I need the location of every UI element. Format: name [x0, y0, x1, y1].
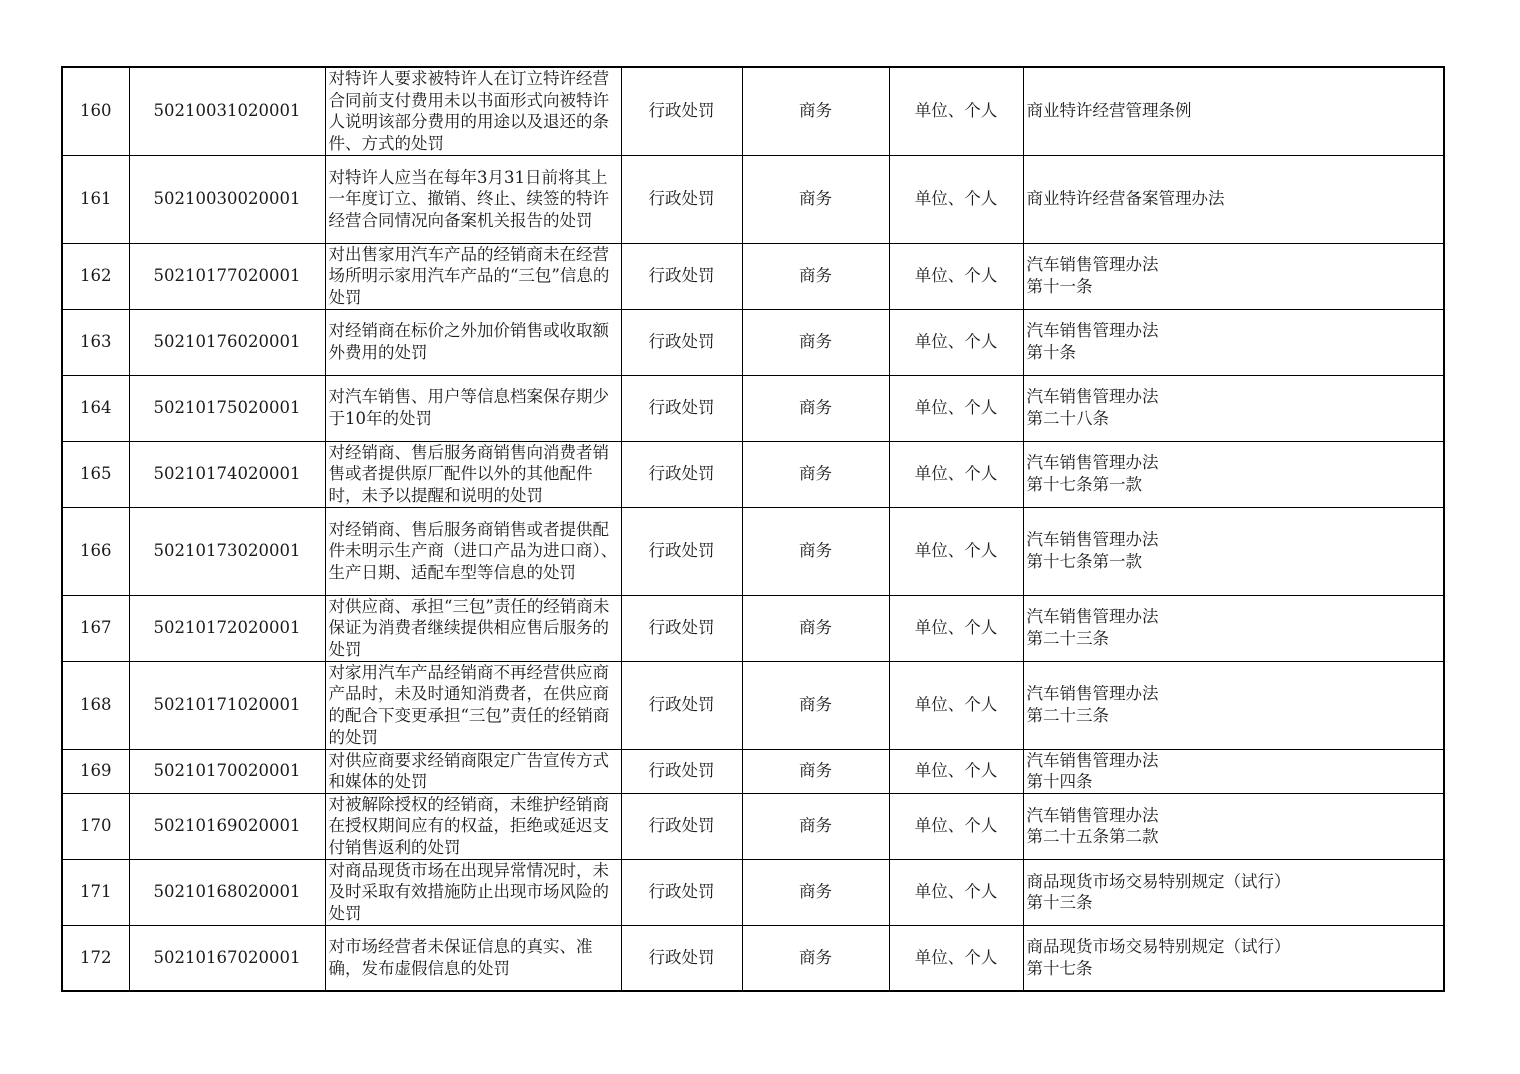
target-party: 单位、个人 [889, 749, 1023, 793]
item-code: 50210177020001 [129, 243, 325, 309]
table-row [62, 309, 1444, 375]
target-party: 单位、个人 [889, 441, 1023, 507]
row-number: 166 [62, 507, 129, 595]
legal-basis: 汽车销售管理办法 第二十八条 [1023, 375, 1444, 441]
item-name: 对特许人应当在每年3月31日前将其上一年度订立、撤销、终止、续签的特许经营合同情况向备案机关报告的处罚 [325, 155, 621, 243]
item-type: 行政处罚 [621, 441, 742, 507]
target-party: 单位、个人 [889, 595, 1023, 661]
item-code: 50210174020001 [129, 441, 325, 507]
table-row [62, 243, 1444, 309]
item-type: 行政处罚 [621, 661, 742, 749]
item-type: 行政处罚 [621, 309, 742, 375]
item-name: 对经销商、售后服务商销售或者提供配件未明示生产商（进口产品为进口商）、生产日期、适配车型等信息的处罚 [325, 507, 621, 595]
row-number: 170 [62, 793, 129, 859]
legal-basis: 汽车销售管理办法 第十七条第一款 [1023, 441, 1444, 507]
department: 商务 [742, 309, 889, 375]
table-row [62, 441, 1444, 507]
item-type: 行政处罚 [621, 595, 742, 661]
department: 商务 [742, 243, 889, 309]
row-number: 165 [62, 441, 129, 507]
legal-basis: 汽车销售管理办法 第十四条 [1023, 749, 1444, 793]
row-number: 172 [62, 925, 129, 991]
item-name: 对经销商、售后服务商销售向消费者销售或者提供原厂配件以外的其他配件时，未予以提醒和说明的处罚 [325, 441, 621, 507]
item-name: 对供应商要求经销商限定广告宣传方式和媒体的处罚 [325, 749, 621, 793]
item-code: 50210175020001 [129, 375, 325, 441]
table-row [62, 595, 1444, 661]
table-row [62, 67, 1444, 155]
table-row [62, 925, 1444, 991]
item-code: 50210167020001 [129, 925, 325, 991]
item-name: 对家用汽车产品经销商不再经营供应商产品时，未及时通知消费者，在供应商的配合下变更承担“三包”责任的经销商的处罚 [325, 661, 621, 749]
item-type: 行政处罚 [621, 507, 742, 595]
item-code: 50210171020001 [129, 661, 325, 749]
item-type: 行政处罚 [621, 155, 742, 243]
legal-basis: 商业特许经营管理条例 [1023, 67, 1444, 155]
table-row [62, 859, 1444, 925]
row-number: 162 [62, 243, 129, 309]
item-name: 对出售家用汽车产品的经销商未在经营场所明示家用汽车产品的“三包”信息的处罚 [325, 243, 621, 309]
item-code: 50210176020001 [129, 309, 325, 375]
item-name: 对经销商在标价之外加价销售或收取额外费用的处罚 [325, 309, 621, 375]
department: 商务 [742, 375, 889, 441]
table-row [62, 375, 1444, 441]
table-row [62, 793, 1444, 859]
table-row [62, 155, 1444, 243]
row-number: 168 [62, 661, 129, 749]
row-number: 163 [62, 309, 129, 375]
target-party: 单位、个人 [889, 375, 1023, 441]
department: 商务 [742, 925, 889, 991]
target-party: 单位、个人 [889, 859, 1023, 925]
legal-basis: 汽车销售管理办法 第二十三条 [1023, 595, 1444, 661]
target-party: 单位、个人 [889, 243, 1023, 309]
department: 商务 [742, 67, 889, 155]
item-type: 行政处罚 [621, 793, 742, 859]
item-type: 行政处罚 [621, 243, 742, 309]
item-name: 对特许人要求被特许人在订立特许经营合同前支付费用未以书面形式向被特许人说明该部分费用的用途以及退还的条件、方式的处罚 [325, 67, 621, 155]
department: 商务 [742, 441, 889, 507]
item-type: 行政处罚 [621, 375, 742, 441]
target-party: 单位、个人 [889, 67, 1023, 155]
item-type: 行政处罚 [621, 859, 742, 925]
item-name: 对市场经营者未保证信息的真实、准确，发布虚假信息的处罚 [325, 925, 621, 991]
row-number: 160 [62, 67, 129, 155]
item-name: 对被解除授权的经销商，未维护经销商在授权期间应有的权益，拒绝或延迟支付销售返利的处罚 [325, 793, 621, 859]
item-code: 50210169020001 [129, 793, 325, 859]
item-type: 行政处罚 [621, 925, 742, 991]
legal-basis: 汽车销售管理办法 第十条 [1023, 309, 1444, 375]
item-code: 50210173020001 [129, 507, 325, 595]
item-type: 行政处罚 [621, 749, 742, 793]
target-party: 单位、个人 [889, 507, 1023, 595]
item-code: 50210031020001 [129, 67, 325, 155]
target-party: 单位、个人 [889, 309, 1023, 375]
row-number: 167 [62, 595, 129, 661]
row-number: 171 [62, 859, 129, 925]
department: 商务 [742, 595, 889, 661]
table-row [62, 507, 1444, 595]
department: 商务 [742, 859, 889, 925]
target-party: 单位、个人 [889, 155, 1023, 243]
item-code: 50210170020001 [129, 749, 325, 793]
department: 商务 [742, 749, 889, 793]
department: 商务 [742, 793, 889, 859]
target-party: 单位、个人 [889, 793, 1023, 859]
item-code: 50210030020001 [129, 155, 325, 243]
department: 商务 [742, 155, 889, 243]
item-name: 对商品现货市场在出现异常情况时，未及时采取有效措施防止出现市场风险的处罚 [325, 859, 621, 925]
item-code: 50210168020001 [129, 859, 325, 925]
legal-basis: 汽车销售管理办法 第二十五条第二款 [1023, 793, 1444, 859]
target-party: 单位、个人 [889, 661, 1023, 749]
item-name: 对汽车销售、用户等信息档案保存期少于10年的处罚 [325, 375, 621, 441]
table-row [62, 749, 1444, 793]
department: 商务 [742, 661, 889, 749]
row-number: 169 [62, 749, 129, 793]
target-party: 单位、个人 [889, 925, 1023, 991]
row-number: 161 [62, 155, 129, 243]
item-name: 对供应商、承担“三包”责任的经销商未保证为消费者继续提供相应售后服务的处罚 [325, 595, 621, 661]
item-code: 50210172020001 [129, 595, 325, 661]
legal-basis: 汽车销售管理办法 第二十三条 [1023, 661, 1444, 749]
penalty-items-table [61, 66, 1445, 992]
table-row [62, 661, 1444, 749]
legal-basis: 商业特许经营备案管理办法 [1023, 155, 1444, 243]
table-body [62, 67, 1444, 991]
item-type: 行政处罚 [621, 67, 742, 155]
legal-basis: 汽车销售管理办法 第十七条第一款 [1023, 507, 1444, 595]
legal-basis: 商品现货市场交易特别规定（试行） 第十三条 [1023, 859, 1444, 925]
department: 商务 [742, 507, 889, 595]
legal-basis: 汽车销售管理办法 第十一条 [1023, 243, 1444, 309]
legal-basis: 商品现货市场交易特别规定（试行） 第十七条 [1023, 925, 1444, 991]
row-number: 164 [62, 375, 129, 441]
